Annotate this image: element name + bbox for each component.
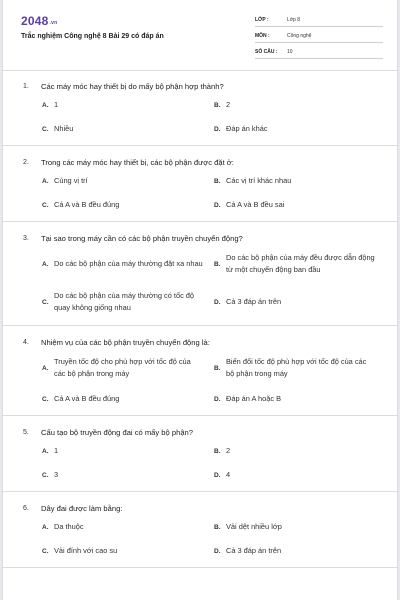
option-text: Do các bộ phận của máy thường đặt xa nhau [54,259,203,268]
option-letter: B. [214,523,221,531]
option-letter: C. [42,298,49,306]
option-c[interactable] [42,117,214,141]
option-text: 1 [54,446,59,455]
option-a[interactable] [42,515,214,539]
option-text: Các vị trí khác nhau [226,176,292,185]
option-a[interactable] [42,349,214,387]
option-text: Đáp án khác [226,124,268,133]
options [42,349,397,415]
option-letter: D. [214,395,221,403]
option-letter: D. [214,298,221,306]
worksheet-page [3,0,397,600]
option-letter: B. [214,447,221,455]
option-letter: C. [42,547,49,555]
option-text: Cả A và B đều sai [226,200,285,209]
option-b[interactable] [214,93,386,117]
option-letter: A. [42,447,49,455]
option-letter: A. [42,101,49,109]
option-c[interactable] [42,463,214,487]
option-c[interactable] [42,539,214,563]
question-number: 6. [23,504,29,512]
info-label: LỚP : [255,17,269,23]
option-a[interactable] [42,93,214,117]
option-d[interactable] [214,117,386,141]
info-label: MÔN : [255,33,270,39]
option-a[interactable] [42,245,214,283]
option-d[interactable] [214,387,386,411]
question-number: 2. [23,158,29,166]
question-3 [3,222,397,326]
option-text: Truyền tốc độ cho phù hợp với tốc độ của các bộ phận trong máy [54,357,191,378]
option-text: 2 [226,100,231,109]
option-text: 1 [54,100,59,109]
option-letter: D. [214,125,221,133]
question-text [23,231,397,245]
question-text [23,79,397,93]
option-d[interactable] [214,539,386,563]
logo-text: 2048 [21,14,49,28]
option-b[interactable] [214,169,386,193]
info-value: 10 [287,49,293,55]
option-text: Cả A và B đều đúng [54,394,120,403]
option-d[interactable] [214,463,386,487]
option-letter: A. [42,364,49,372]
option-c[interactable] [42,283,214,321]
option-text: Cả A và B đều đúng [54,200,120,209]
option-letter: C. [42,471,49,479]
options [42,169,397,221]
option-d[interactable] [214,193,386,217]
option-letter: D. [214,471,221,479]
option-text: Cùng vị trí [54,176,88,185]
option-text: Da thuộc [54,522,84,531]
option-text: Do các bộ phận của máy thường có tốc độ quay không giống nhau [54,291,195,312]
question-text [23,425,397,439]
question-prompt: Nhiệm vụ của các bộ phận truyền chuyển động là: [41,337,210,347]
option-text: Nhiều [54,124,74,133]
option-b[interactable] [214,439,386,463]
worksheet-title: Trắc nghiệm Công nghệ 8 Bài 29 có đáp án [21,33,164,40]
option-letter: D. [214,547,221,555]
option-letter: A. [42,177,49,185]
site-logo[interactable] [21,14,57,28]
option-b[interactable] [214,245,386,283]
option-text: Vải đính với cao su [54,546,118,555]
option-d[interactable] [214,283,386,321]
option-text: Vải dệt nhiều lớp [226,522,282,531]
info-row-subject [255,30,383,43]
options [42,93,397,145]
info-value: Lớp 8 [287,17,301,23]
question-1 [3,70,397,146]
question-number: 4. [23,338,29,346]
logo-suffix: .vn [49,20,58,26]
question-list [3,70,397,568]
info-label: SỐ CÂU : [255,49,278,55]
options [42,439,397,491]
option-letter: A. [42,523,49,531]
option-letter: B. [214,177,221,185]
option-b[interactable] [214,515,386,539]
option-c[interactable] [42,387,214,411]
option-letter: C. [42,125,49,133]
info-row-class [255,14,383,27]
option-letter: C. [42,395,49,403]
option-letter: C. [42,201,49,209]
question-number: 3. [23,234,29,242]
info-row-count [255,46,383,59]
question-text [23,501,397,515]
option-text: 2 [226,446,231,455]
option-text: Đáp án A hoặc B [226,394,282,403]
option-text: Do các bộ phận của máy đều được dẫn động từ một chuyển động ban đầu [226,253,375,274]
question-number: 5. [23,428,29,436]
question-text [23,335,397,349]
question-prompt: Cấu tạo bộ truyền động đai có mấy bộ phận? [41,427,193,437]
options [42,245,397,325]
question-2 [3,146,397,222]
question-6 [3,492,397,568]
option-text: Biến đổi tốc độ phù hợp với tốc độ của các bộ phận trong máy [226,357,367,378]
question-number: 1. [23,82,29,90]
option-letter: B. [214,260,221,268]
question-text [23,155,397,169]
info-box [255,14,383,62]
option-text: Cả 3 đáp án trên [226,297,282,306]
question-prompt: Trong các máy móc hay thiết bị, các bộ phận được đặt ở: [41,157,234,167]
option-letter: D. [214,201,221,209]
option-letter: A. [42,260,49,268]
option-letter: B. [214,364,221,372]
option-a[interactable] [42,439,214,463]
question-prompt: Dây đai được làm bằng: [41,503,123,513]
question-5 [3,416,397,492]
option-c[interactable] [42,193,214,217]
option-letter: B. [214,101,221,109]
question-prompt: Tại sao trong máy cần có các bộ phận truyền chuyển động? [41,233,243,243]
option-text: 3 [54,470,59,479]
info-value: Công nghệ [287,33,312,39]
option-b[interactable] [214,349,386,387]
worksheet-header [3,0,397,71]
option-text: Cả 3 đáp án trên [226,546,282,555]
option-text: 4 [226,470,231,479]
question-prompt: Các máy móc hay thiết bị do mấy bộ phận hợp thành? [41,81,224,91]
option-a[interactable] [42,169,214,193]
question-4 [3,326,397,416]
options [42,515,397,567]
